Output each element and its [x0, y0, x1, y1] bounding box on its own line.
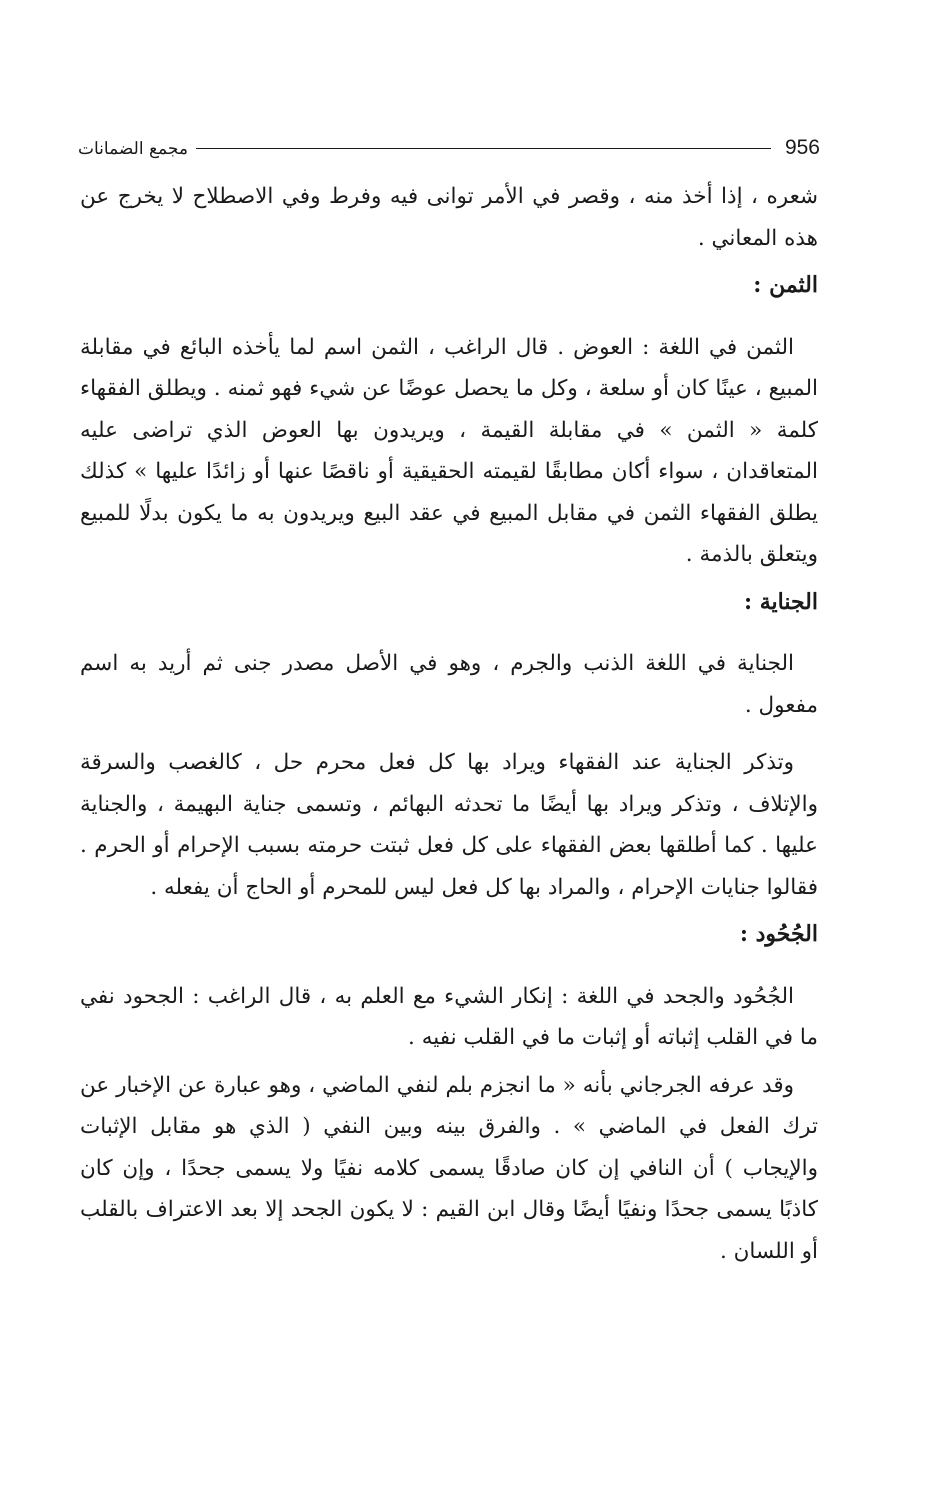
- section-heading: الثمن :: [753, 272, 818, 298]
- section-paragraph: الجُحُود والجحد في اللغة : إنكار الشيء مع العلم به ، قال الراغب : الجحود نفي ما في القلب إثباته أو إثبات ما في القلب نفيه .: [80, 983, 818, 1050]
- page-number: 956: [784, 136, 820, 159]
- running-header: [78, 124, 820, 158]
- section-heading: الجُحُود :: [739, 921, 818, 947]
- page-body: [80, 176, 818, 1272]
- section-paragraph: وتذكر الجناية عند الفقهاء ويراد بها كل فعل محرم حل ، كالغصب والسرقة والإتلاف ، وتذكر ويراد بها أيضًا ما تحدثه البهائم ، وتسمى جناية البهيمة ، والجناية عليها . كما أطلقها بعض الفقهاء على كل فعل ثبتت حرمته بسبب الإحرام أو الحرم . فقالوا جنايات الإحرام ، والمراد بها كل فعل ليس للمحرم أو الحاج أن يفعله .: [80, 750, 818, 900]
- section-jinaya: [80, 582, 818, 909]
- section-heading: الجناية :: [743, 588, 818, 615]
- section-thaman: [80, 265, 818, 576]
- section-paragraph: الجناية في اللغة الذنب والجرم ، وهو في الأصل مصدر جنى ثم أريد به اسم مفعول .: [80, 651, 818, 718]
- header-rule: [196, 148, 771, 149]
- book-title: مجمع الضمانات: [78, 139, 188, 159]
- section-juhud: [80, 914, 818, 1272]
- section-paragraph: وقد عرفه الجرجاني بأنه « ما انجزم بلم لنفي الماضي ، وهو عبارة عن الإخبار عن ترك الفعل في الماضي » . والفرق بينه وبين النفي ( الذي هو مقابل الإثبات والإيجاب ) أن النافي إن كان صادقًا يسمى كلامه نفيًا ولا يسمى جحدًا ، وإن كان كاذبًا يسمى جحدًا ونفيًا أيضًا وقال ابن القيم : لا يكون الجحد إلا بعد الاعتراف بالقلب أو اللسان .: [80, 1072, 818, 1264]
- intro-paragraph: شعره ، إذا أخذ منه ، وقصر في الأمر توانى فيه وفرط وفي الاصطلاح لا يخرج عن هذه المعاني .: [80, 184, 818, 251]
- section-paragraph: الثمن في اللغة : العوض . قال الراغب ، الثمن اسم لما يأخذه البائع في مقابلة المبيع ، عينًا كان أو سلعة ، وكل ما يحصل عوضًا عن شيء فهو ثمنه . ويطلق الفقهاء كلمة « الثمن » في مقابلة القيمة ، ويريدون بها العوض الذي تراضى عليه المتعاقدان ، سواء أكان مطابقًا لقيمته الحقيقية أو ناقصًا عنها أو زائدًا عليها » كذلك يطلق الفقهاء الثمن في مقابل المبيع في عقد البيع ويريدون به ما يكون بدلًا للمبيع ويتعلق بالذمة .: [80, 334, 818, 567]
